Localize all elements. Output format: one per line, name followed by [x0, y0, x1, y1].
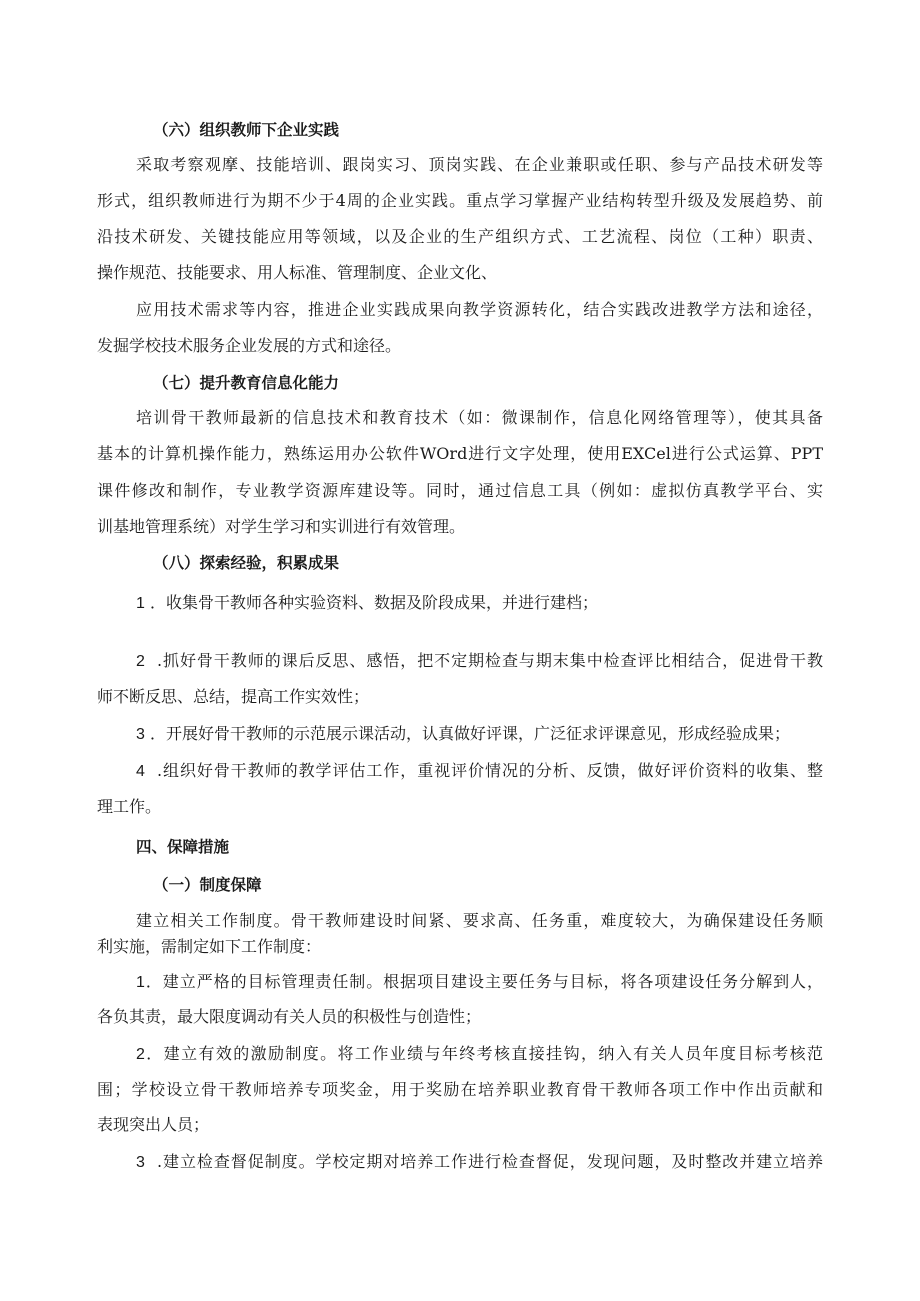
- list-item-continuation: 围；学校设立骨干教师培养专项奖金，用于奖励在培养职业教育骨干教师各项工作中作出贡献和: [97, 1080, 823, 1099]
- paragraph-line: 发掘学校技术服务企业发展的方式和途径。: [97, 336, 402, 355]
- list-number: 3: [136, 1154, 145, 1171]
- section-6-heading: （六）组织教师下企业实践: [153, 121, 340, 139]
- list-item: [136, 592, 598, 615]
- list-item: [136, 1043, 823, 1066]
- list-number: 2: [136, 653, 145, 670]
- list-text: .建立检查督促制度。学校定期对培养工作进行检查督促，发现问题，及时整改并建立培养: [156, 1152, 824, 1171]
- list-item: [136, 650, 823, 673]
- list-text: ．建立严格的目标管理责任制。根据项目建设主要任务与目标，将各项建设任务分解到人，: [144, 972, 823, 991]
- section-7-heading: （七）提升教育信息化能力: [153, 374, 340, 392]
- list-item-continuation: 表现突出人员；: [97, 1115, 210, 1134]
- paragraph-line: 建立相关工作制度。骨干教师建设时间紧、要求高、任务重，难度较大，为确保建设任务顺: [136, 911, 823, 930]
- paragraph-line: 采取考察观摩、技能培训、跟岗实习、顶岗实践、在企业兼职或任职、参与产品技术研发等: [136, 155, 823, 174]
- list-text: ．开展好骨干教师的示范展示课活动，认真做好评课，广泛征求评课意见，形成经验成果；: [150, 724, 791, 743]
- list-number: 1: [136, 595, 145, 612]
- list-item-continuation: 各负其责，最大限度调动有关人员的积极性与创造性；: [97, 1007, 482, 1026]
- paragraph-line: 课件修改和制作，专业教学资源库建设等。同时，通过信息工具（例如：虚拟仿真教学平台、实: [97, 481, 823, 500]
- list-item-continuation: 师不断反思、总结，提高工作实效性；: [97, 687, 370, 706]
- list-item: [136, 1151, 823, 1174]
- paragraph-line: 训基地管理系统）对学生学习和实训进行有效管理。: [97, 517, 466, 536]
- paragraph-line: 沿技术研发、关键技能应用等领域，以及企业的生产组织方式、工艺流程、岗位（工种）职责、: [97, 227, 823, 246]
- list-number: 1: [136, 974, 145, 991]
- paragraph-line: 基本的计算机操作能力，熟练运用办公软件WOrd进行文字处理，使用EXCel进行公式运算、PPT: [97, 444, 823, 463]
- subsection-1-heading: （一）制度保障: [153, 876, 262, 894]
- paragraph-line: 培训骨干教师最新的信息技术和教育技术（如：微课制作，信息化网络管理等），使其具备: [136, 408, 823, 427]
- paragraph-line: 操作规范、技能要求、用人标准、管理制度、企业文化、: [97, 263, 498, 282]
- list-text: .抓好骨干教师的课后反思、感悟，把不定期检查与期末集中检查评比相结合，促进骨干教: [156, 651, 824, 670]
- section-8-heading: （八）探索经验，积累成果: [153, 554, 340, 572]
- paragraph-line: 形式，组织教师进行为期不少于4周的企业实践。重点学习掌握产业结构转型升级及发展趋势、前: [97, 191, 823, 210]
- list-text: ．收集骨干教师各种实验资料、数据及阶段成果，并进行建档；: [150, 593, 599, 612]
- list-number: 2: [136, 1046, 145, 1063]
- paragraph-line: 利实施，需制定如下工作制度：: [97, 937, 322, 956]
- list-number: 3: [136, 726, 145, 743]
- list-item: [136, 723, 790, 746]
- list-item: [136, 971, 823, 994]
- paragraph-line: 应用技术需求等内容，推进企业实践成果向教学资源转化，结合实践改进教学方法和途径，: [136, 300, 823, 319]
- list-text: ．建立有效的激励制度。将工作业绩与年终考核直接挂钩，纳入有关人员年度目标考核范: [144, 1044, 823, 1063]
- list-item: [136, 760, 823, 783]
- list-text: .组织好骨干教师的教学评估工作，重视评价情况的分析、反馈，做好评价资料的收集、整: [156, 761, 824, 780]
- list-item-continuation: 理工作。: [97, 797, 162, 816]
- list-number: 4: [136, 763, 145, 780]
- chapter-4-heading: 四、保障措施: [136, 838, 230, 856]
